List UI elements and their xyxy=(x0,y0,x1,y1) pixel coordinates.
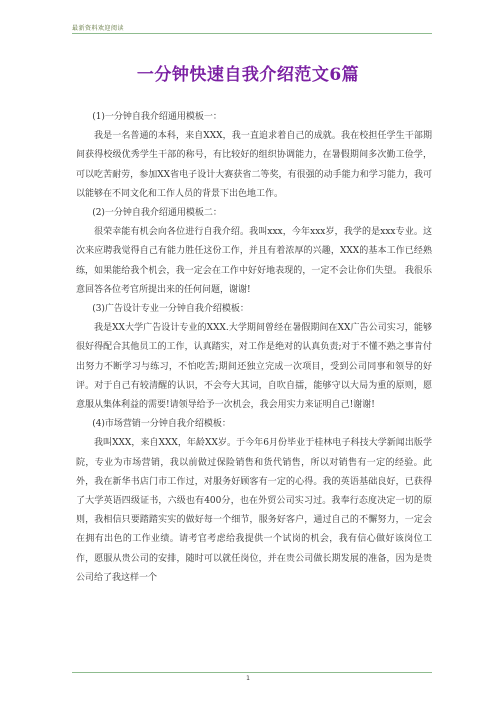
section-heading-1: (1)一分钟自我介绍通用模板一： xyxy=(92,112,222,122)
header-label: 最新资料欢迎阅读 xyxy=(72,25,125,32)
body-paragraph-1: 我是一名普通的本科，来自XXX，我一直追求着自己的成就。我在校担任学生干部期间获得校级优秀学生干部的称号，有比较好的组织协调能力，在暑假期间多次勤工俭学，可以吃苦耐劳，参加XX省电子设计大赛获省二等奖，有很强的动手能力和学习能力，我可以能够在不同文化和工作人员的背景下出色地工作。 xyxy=(76,131,432,199)
header-divider xyxy=(72,33,432,34)
document-body xyxy=(76,108,432,588)
document-title: 一分钟快速自我介绍范文6篇 xyxy=(136,65,360,85)
section-heading-4: (4)市场营销一分钟自我介绍模板： xyxy=(92,419,231,430)
body-paragraph-4: 我叫XXX，来自XXX，年龄XX岁。于今年6月份毕业于桂林电子科技大学新闻出版学院，专业为市场营销，我以前做过保险销售和货代销售，所以对销售有一定的经验。此外，我在新华书店门市工作过，对服务好顾客有一定的心得。我的英语基础良好，已获得了大学英语四级证书，六级也有400分，也在外贸公司实习过。我奉行态度决定一切的原则，我相信只要踏踏实实的做好每一个细节，服务好客户，通过自己的不懈努力，一定会在拥有出色的工作业绩。请考官考虑给我提供一个试岗的机会，我有信心做好该岗位工作，愿服从贵公司的安排，随时可以就任岗位，并在贵公司做长期发展的准备，因为是贵公司给了我这样一个 xyxy=(76,438,432,583)
section-heading-2: (2)一分钟自我介绍通用模板二： xyxy=(92,208,222,219)
footer-divider xyxy=(72,672,432,673)
section-heading-3: (3)广告设计专业一分钟自我介绍模板： xyxy=(92,304,249,315)
body-paragraph-3: 我是XX大学广告设计专业的XXX.大学期间曾经在暑假期间在XX广告公司实习，能够很好得配合其他员工的工作，认真踏实，对工作是绝对的认真负责;对于不懂不熟之事肯付出努力不断学习与练习，不怕吃苦;期间还独立完成一次项目，受到公司同事和领导的好评。对于自己有较清醒的认识，不会夸大其词，自吹自擂，能够守以大局为重的原则，愿意服从集体利益的需要!请领导给予一次机会，我会用实力来证明自己!谢谢! xyxy=(76,323,432,411)
page-number: 1 xyxy=(246,675,250,682)
body-paragraph-2: 很荣幸能有机会向各位进行自我介绍。我叫xxx，今年xxx岁，我学的是xxx专业。这次来应聘我觉得自己有能力胜任这份工作，并且有着浓厚的兴趣，XXX的基本工作已经熟练，如果能给我个机会，我一定会在工作中好好地表现的，一定不会让你们失望。 我很乐意回答各位考官所提出来的任何问题，谢谢! xyxy=(76,227,432,295)
